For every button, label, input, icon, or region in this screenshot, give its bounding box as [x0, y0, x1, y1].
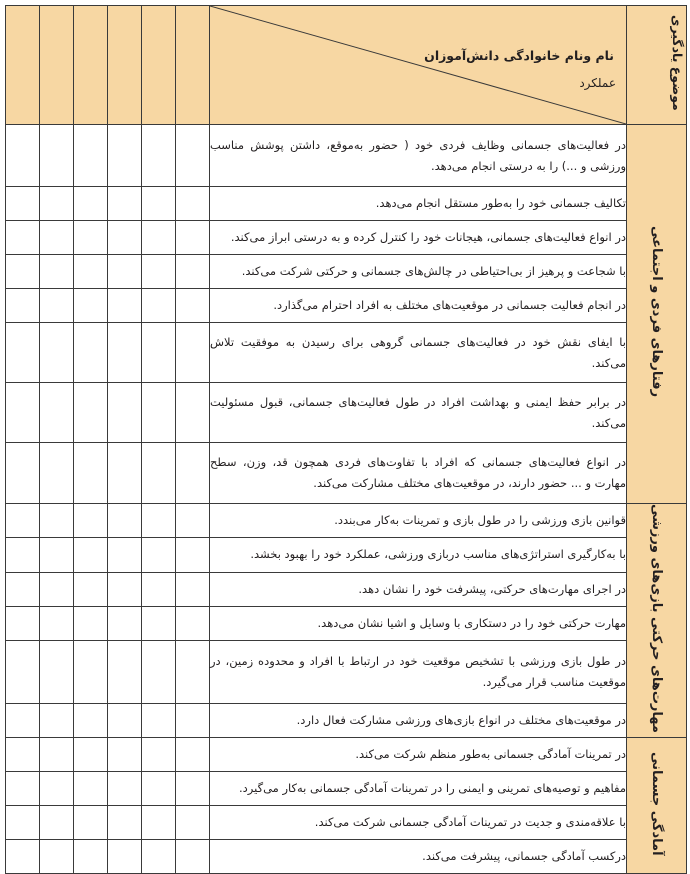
criterion-row [6, 538, 687, 572]
student-mark-cell[interactable] [74, 839, 108, 873]
topic-title: رفتارهای فردی و اجتماعی [649, 226, 664, 398]
student-mark-cell[interactable] [108, 125, 142, 187]
student-mark-cell[interactable] [108, 504, 142, 538]
criterion-text: مفاهیم و توصیه‌های تمرینی و ایمنی را در تمرینات آمادگی جسمانی به‌کار می‌گیرد. [210, 771, 627, 805]
student-mark-cell[interactable] [176, 125, 210, 187]
student-mark-cell[interactable] [40, 289, 74, 323]
student-mark-cell[interactable] [142, 221, 176, 255]
student-mark-cell[interactable] [108, 572, 142, 606]
criterion-text: در موقعیت‌های مختلف در انواع بازی‌های ورزشی مشارکت فعال دارد. [210, 703, 627, 737]
student-mark-cell[interactable] [142, 383, 176, 443]
student-mark-cell[interactable] [142, 187, 176, 221]
criterion-text: با شجاعت و پرهیز از بی‌احتیاطی در چالش‌های جسمانی و حرکتی شرکت می‌کند. [210, 255, 627, 289]
student-mark-cell[interactable] [40, 323, 74, 383]
criterion-text: با ایفای نقش خود در فعالیت‌های جسمانی گروهی برای رسیدن به موفقیت تلاش می‌کند. [210, 323, 627, 383]
criterion-text: در انجام فعالیت جسمانی در موقعیت‌های مختلف به افراد احترام می‌گذارد. [210, 289, 627, 323]
evaluation-table [5, 5, 687, 874]
student-mark-cell[interactable] [142, 255, 176, 289]
topic-cell [627, 504, 687, 738]
student-mark-cell[interactable] [108, 641, 142, 704]
student-column-header [176, 6, 210, 125]
student-mark-cell[interactable] [176, 221, 210, 255]
criterion-row [6, 737, 687, 771]
criterion-row [6, 383, 687, 443]
student-mark-cell[interactable] [108, 187, 142, 221]
criterion-row [6, 187, 687, 221]
student-mark-cell[interactable] [6, 737, 40, 771]
topic-cell [627, 125, 687, 504]
criterion-text: با علاقه‌مندی و جدیت در تمرینات آمادگی جسمانی شرکت می‌کند. [210, 805, 627, 839]
criterion-row [6, 289, 687, 323]
criterion-row [6, 443, 687, 504]
student-mark-cell[interactable] [40, 221, 74, 255]
student-mark-cell[interactable] [74, 703, 108, 737]
student-mark-cell[interactable] [74, 572, 108, 606]
student-mark-cell[interactable] [40, 703, 74, 737]
student-column-header [74, 6, 108, 125]
student-mark-cell[interactable] [40, 805, 74, 839]
student-mark-cell[interactable] [6, 641, 40, 704]
evaluation-sheet [5, 5, 686, 868]
criterion-text: در طول بازی ورزشی با تشخیص موقعیت خود در ارتباط با افراد و محدوده زمین، در موقعیت مناسب قرار می‌گیرد. [210, 641, 627, 704]
criterion-row [6, 572, 687, 606]
student-mark-cell[interactable] [74, 538, 108, 572]
student-mark-cell[interactable] [176, 538, 210, 572]
student-mark-cell[interactable] [74, 771, 108, 805]
student-mark-cell[interactable] [6, 255, 40, 289]
student-mark-cell[interactable] [176, 839, 210, 873]
student-mark-cell[interactable] [176, 805, 210, 839]
student-mark-cell[interactable] [108, 737, 142, 771]
topic-title: مهارت‌های حرکتی بازی‌های ورزشی [649, 504, 664, 733]
criterion-row [6, 504, 687, 538]
student-mark-cell[interactable] [142, 839, 176, 873]
student-column-header [6, 6, 40, 125]
student-mark-cell[interactable] [6, 187, 40, 221]
student-mark-cell[interactable] [108, 383, 142, 443]
student-mark-cell[interactable] [176, 289, 210, 323]
student-names-header: نام ونام خانوادگی دانش‌آموزان [424, 48, 614, 63]
student-mark-cell[interactable] [74, 187, 108, 221]
student-mark-cell[interactable] [40, 737, 74, 771]
student-mark-cell[interactable] [40, 572, 74, 606]
student-mark-cell[interactable] [176, 323, 210, 383]
student-mark-cell[interactable] [6, 289, 40, 323]
criterion-text: در تمرینات آمادگی جسمانی به‌طور منظم شرکت می‌کند. [210, 737, 627, 771]
student-mark-cell[interactable] [6, 703, 40, 737]
diagonal-divider [210, 6, 626, 124]
student-mark-cell[interactable] [142, 606, 176, 640]
student-mark-cell[interactable] [74, 125, 108, 187]
criterion-row [6, 771, 687, 805]
student-mark-cell[interactable] [176, 737, 210, 771]
student-mark-cell[interactable] [108, 443, 142, 504]
student-mark-cell[interactable] [74, 805, 108, 839]
student-mark-cell[interactable] [6, 538, 40, 572]
student-mark-cell[interactable] [176, 572, 210, 606]
student-mark-cell[interactable] [108, 323, 142, 383]
student-mark-cell[interactable] [40, 187, 74, 221]
student-mark-cell[interactable] [108, 255, 142, 289]
student-mark-cell[interactable] [40, 255, 74, 289]
student-mark-cell[interactable] [142, 443, 176, 504]
student-mark-cell[interactable] [40, 839, 74, 873]
criterion-row [6, 221, 687, 255]
topic-title: آمادگی جسمانی [649, 751, 664, 856]
student-mark-cell[interactable] [6, 839, 40, 873]
performance-header-cell [210, 6, 627, 125]
criterion-text: با به‌کارگیری استراتژی‌های مناسب دربازی ورزشی، عملکرد خود را بهبود بخشد. [210, 538, 627, 572]
student-mark-cell[interactable] [108, 805, 142, 839]
criterion-text: در اجرای مهارت‌های حرکتی، پیشرفت خود را نشان دهد. [210, 572, 627, 606]
student-mark-cell[interactable] [6, 572, 40, 606]
student-mark-cell[interactable] [142, 737, 176, 771]
student-mark-cell[interactable] [176, 504, 210, 538]
student-mark-cell[interactable] [142, 289, 176, 323]
student-column-header [142, 6, 176, 125]
student-mark-cell[interactable] [108, 771, 142, 805]
student-mark-cell[interactable] [40, 606, 74, 640]
criterion-text: درکسب آمادگی جسمانی، پیشرفت می‌کند. [210, 839, 627, 873]
student-mark-cell[interactable] [176, 771, 210, 805]
student-mark-cell[interactable] [6, 443, 40, 504]
header-row [6, 6, 687, 125]
student-mark-cell[interactable] [142, 538, 176, 572]
student-mark-cell[interactable] [74, 606, 108, 640]
student-mark-cell[interactable] [74, 255, 108, 289]
topic-header-cell [627, 6, 687, 125]
student-mark-cell[interactable] [40, 443, 74, 504]
student-mark-cell[interactable] [176, 443, 210, 504]
student-mark-cell[interactable] [74, 443, 108, 504]
student-mark-cell[interactable] [6, 606, 40, 640]
student-mark-cell[interactable] [176, 255, 210, 289]
student-mark-cell[interactable] [142, 805, 176, 839]
student-mark-cell[interactable] [176, 703, 210, 737]
performance-header: عملکرد [579, 76, 616, 90]
student-mark-cell[interactable] [142, 125, 176, 187]
student-mark-cell[interactable] [108, 606, 142, 640]
criterion-row [6, 323, 687, 383]
student-mark-cell[interactable] [6, 805, 40, 839]
student-mark-cell[interactable] [6, 504, 40, 538]
student-mark-cell[interactable] [6, 221, 40, 255]
criterion-text: در برابر حفظ ایمنی و بهداشت افراد در طول فعالیت‌های جسمانی، قبول مسئولیت می‌کند. [210, 383, 627, 443]
student-mark-cell[interactable] [108, 703, 142, 737]
student-mark-cell[interactable] [176, 187, 210, 221]
student-mark-cell[interactable] [142, 323, 176, 383]
student-mark-cell[interactable] [176, 641, 210, 704]
criterion-row [6, 606, 687, 640]
topic-cell [627, 737, 687, 873]
criterion-text: در انواع فعالیت‌های جسمانی که افراد با تفاوت‌های فردی همچون قد، وزن، سطح مهارت و ... حضور دارند، در موقعیت‌های مختلف مشارکت می‌کند. [210, 443, 627, 504]
student-mark-cell[interactable] [108, 221, 142, 255]
criterion-text: قوانین بازی ورزشی را در طول بازی و تمرینات به‌کار می‌بندد. [210, 504, 627, 538]
student-mark-cell[interactable] [40, 771, 74, 805]
student-mark-cell[interactable] [74, 737, 108, 771]
student-mark-cell[interactable] [74, 383, 108, 443]
criterion-row [6, 839, 687, 873]
student-mark-cell[interactable] [108, 839, 142, 873]
student-mark-cell[interactable] [74, 504, 108, 538]
student-mark-cell[interactable] [176, 606, 210, 640]
student-mark-cell[interactable] [74, 323, 108, 383]
criterion-row [6, 125, 687, 187]
student-mark-cell[interactable] [6, 323, 40, 383]
student-mark-cell[interactable] [108, 538, 142, 572]
criterion-text: تکالیف جسمانی خود را به‌طور مستقل انجام می‌دهد. [210, 187, 627, 221]
student-mark-cell[interactable] [40, 641, 74, 704]
student-mark-cell[interactable] [176, 383, 210, 443]
student-mark-cell[interactable] [74, 641, 108, 704]
student-column-header [40, 6, 74, 125]
student-mark-cell[interactable] [142, 641, 176, 704]
topic-header-label: موضوع یادگیری [670, 15, 685, 111]
criterion-text: مهارت حرکتی خود را در دستکاری با وسایل و اشیا نشان می‌دهد. [210, 606, 627, 640]
student-mark-cell[interactable] [40, 504, 74, 538]
criterion-row [6, 641, 687, 704]
criterion-text: در فعالیت‌های جسمانی وظایف فردی خود ( حضور به‌موقع، داشتن پوشش مناسب ورزشی و ...) را به درستی انجام می‌دهد. [210, 125, 627, 187]
criterion-row [6, 703, 687, 737]
student-mark-cell[interactable] [6, 125, 40, 187]
student-mark-cell[interactable] [40, 125, 74, 187]
student-mark-cell[interactable] [40, 383, 74, 443]
student-mark-cell[interactable] [6, 383, 40, 443]
student-column-header [108, 6, 142, 125]
student-mark-cell[interactable] [74, 221, 108, 255]
student-mark-cell[interactable] [74, 289, 108, 323]
student-mark-cell[interactable] [142, 504, 176, 538]
student-mark-cell[interactable] [142, 771, 176, 805]
student-mark-cell[interactable] [108, 289, 142, 323]
criterion-row [6, 255, 687, 289]
student-mark-cell[interactable] [40, 538, 74, 572]
student-mark-cell[interactable] [6, 771, 40, 805]
criterion-text: در انواع فعالیت‌های جسمانی، هیجانات خود را کنترل کرده و به درستی ابراز می‌کند. [210, 221, 627, 255]
student-mark-cell[interactable] [142, 703, 176, 737]
criterion-row [6, 805, 687, 839]
student-mark-cell[interactable] [142, 572, 176, 606]
